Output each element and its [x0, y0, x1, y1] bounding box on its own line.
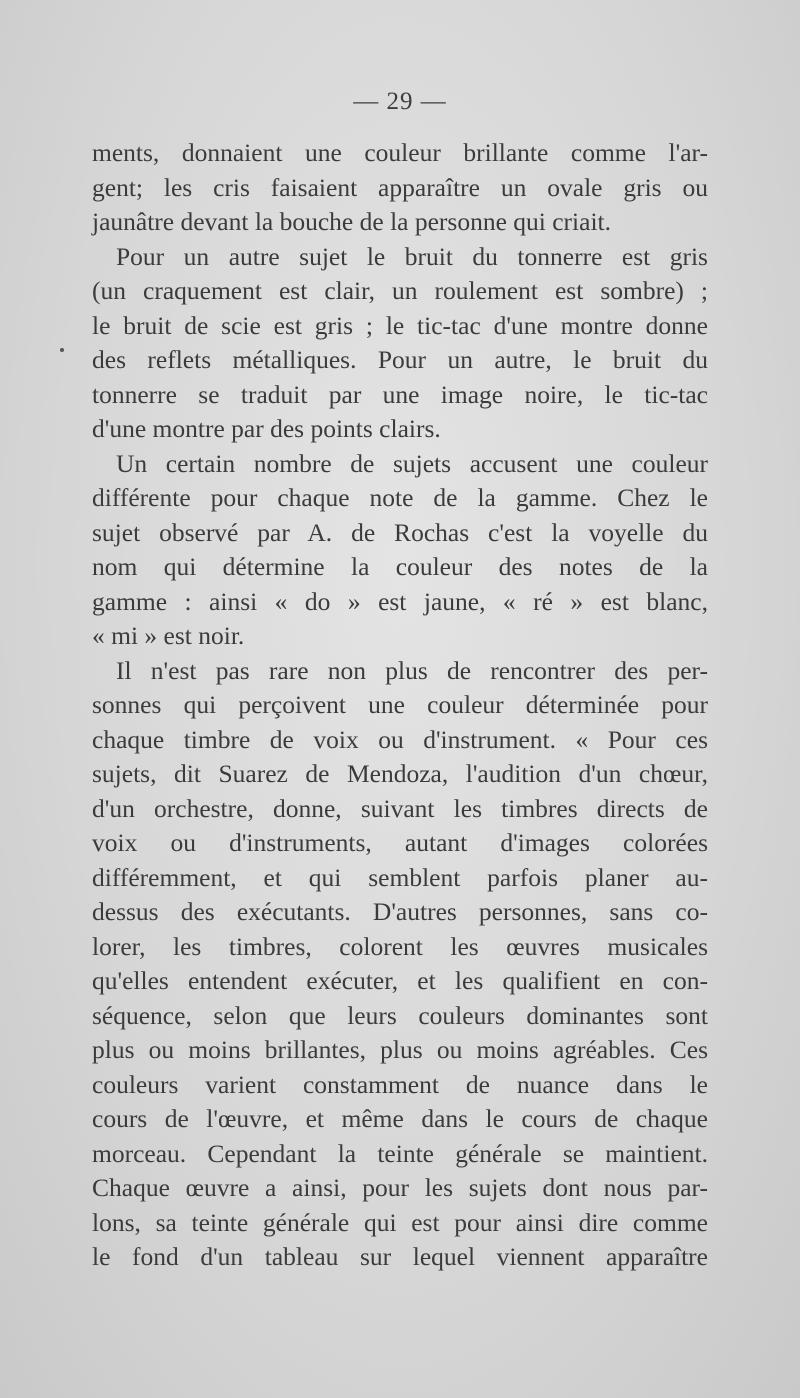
- text-line: sonnes qui perçoivent une couleur déterminée pour: [92, 690, 708, 719]
- text-line: lons, sa teinte générale qui est pour ainsi dire comme: [92, 1207, 708, 1237]
- text-line: d'une montre par des points clairs.: [92, 414, 441, 443]
- text-line: (un craquement est clair, un roulement est sombre) ;: [92, 276, 708, 305]
- text-line: morceau. Cependant la teinte générale se maintient.: [92, 1138, 708, 1168]
- text-line: sujet observé par A. de Rochas c'est la voyelle du: [92, 517, 708, 547]
- text-line: nom qui détermine la couleur des notes de la: [92, 552, 708, 581]
- text-line: voix ou d'instruments, autant d'images colorées: [92, 828, 708, 857]
- text-line: différemment, et qui semblent parfois planer au-: [92, 862, 708, 892]
- text-line: différente pour chaque note de la gamme. Chez le: [92, 483, 708, 512]
- text-line: chaque timbre de voix ou d'instrument. « Pour ces: [92, 724, 708, 754]
- text-line: Un certain nombre de sujets accusent une couleur: [116, 448, 708, 478]
- text-line: des reflets métalliques. Pour un autre, le bruit du: [92, 345, 708, 374]
- text-line: « mi » est noir.: [92, 621, 245, 650]
- text-line: d'un orchestre, donne, suivant les timbres directs de: [92, 793, 708, 823]
- text-line: plus ou moins brillantes, plus ou moins agréables. Ces: [92, 1035, 708, 1064]
- text-line: lorer, les timbres, colorent les œuvres musicales: [92, 931, 708, 961]
- text-line: séquence, selon que leurs couleurs dominantes sont: [92, 1000, 708, 1030]
- page-number: — 29 —: [353, 88, 447, 115]
- text-line: jaunâtre devant la bouche de la personne qui criait.: [92, 207, 611, 236]
- text-line: sujets, dit Suarez de Mendoza, l'audition d'un chœur,: [92, 759, 708, 788]
- ink-speck: [60, 348, 64, 352]
- text-line: le fond d'un tableau sur lequel viennent apparaître: [92, 1242, 708, 1271]
- text-line: cours de l'œuvre, et même dans le cours de chaque: [92, 1104, 708, 1133]
- text-line: ments, donnaient une couleur brillante comme l'ar-: [92, 138, 708, 167]
- text-line: gent; les cris faisaient apparaître un ovale gris ou: [92, 172, 708, 202]
- text-line: couleurs varient constamment de nuance dans le: [92, 1069, 708, 1099]
- text-line: dessus des exécutants. D'autres personnes, sans co-: [92, 897, 708, 926]
- text-line: gamme : ainsi « do » est jaune, « ré » est blanc,: [92, 586, 708, 616]
- text-line: Pour un autre sujet le bruit du tonnerre est gris: [116, 241, 708, 271]
- text-line: qu'elles entendent exécuter, et les qualifient en con-: [92, 966, 708, 995]
- body-text: [92, 136, 708, 1275]
- text-line: le bruit de scie est gris ; le tic-tac d'une montre donne: [92, 310, 708, 340]
- text-line: Il n'est pas rare non plus de rencontrer des per-: [116, 655, 708, 685]
- text-line: Chaque œuvre a ainsi, pour les sujets dont nous par-: [92, 1173, 708, 1202]
- text-line: tonnerre se traduit par une image noire, le tic-tac: [92, 379, 708, 409]
